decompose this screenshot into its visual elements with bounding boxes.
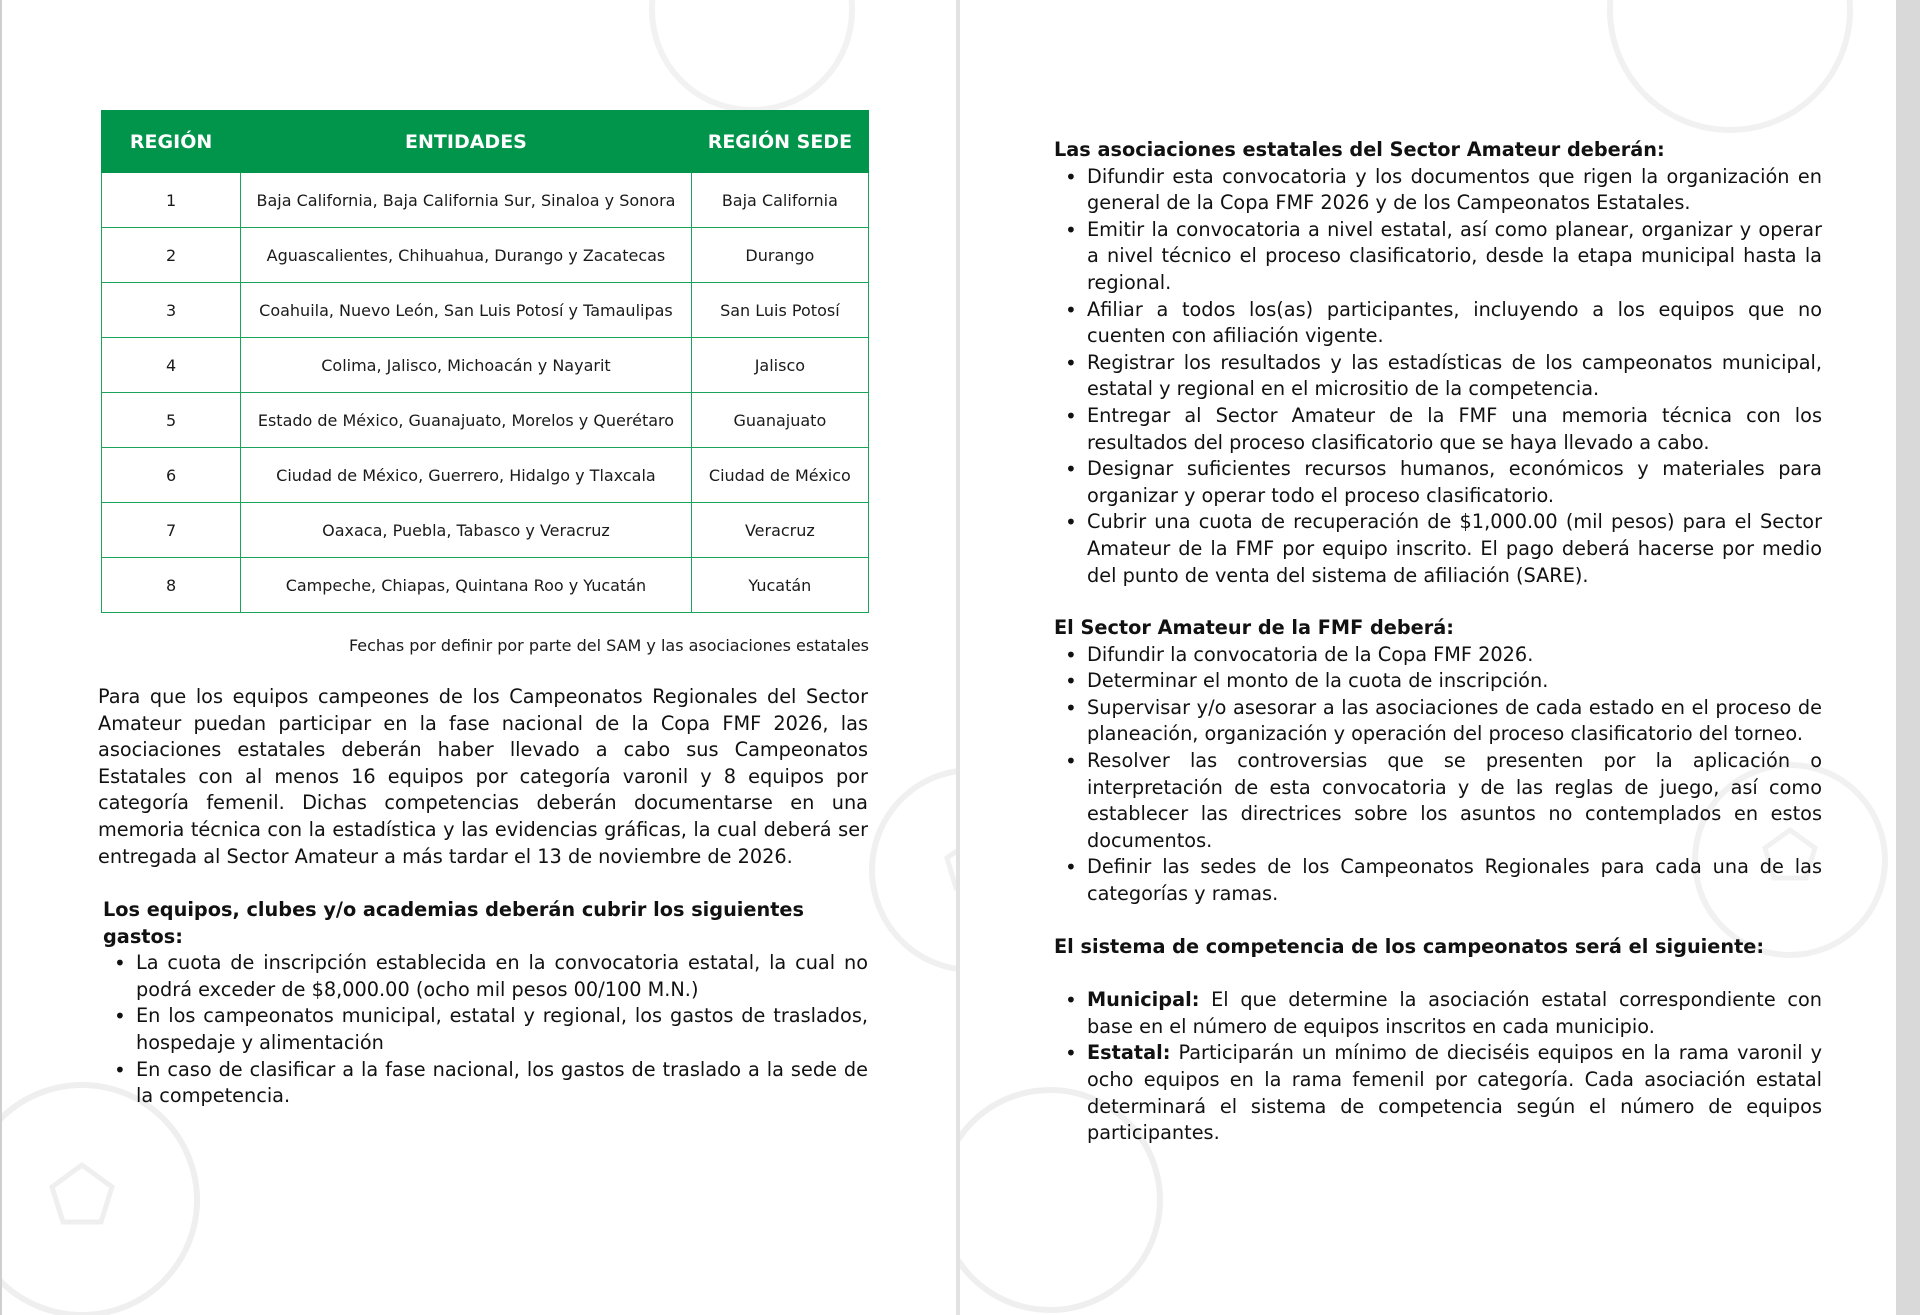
list-item: • Supervisar y/o asesorar a las asociaciones de cada estado en el proceso de planeación, organización y operación del proceso clasificatorio del torneo. xyxy=(1087,695,1822,748)
cell-host: San Luis Potosí xyxy=(691,283,868,338)
item-term: Municipal: xyxy=(1087,988,1200,1012)
cell-host: Guanajuato xyxy=(691,393,868,448)
table-row xyxy=(102,393,869,448)
spacer xyxy=(1054,961,1822,988)
cell-region: 3 xyxy=(102,283,241,338)
soccer-ball-watermark-icon xyxy=(1580,0,1880,140)
cell-host: Yucatán xyxy=(691,558,868,613)
list-item: • Definir las sedes de los Campeonatos Regionales para cada una de las categorías y ramas. xyxy=(1087,854,1822,907)
system-list xyxy=(1054,987,1822,1147)
system-section xyxy=(1054,934,1822,1147)
list-item: • Difundir esta convocatoria y los documentos que rigen la organización en general de la Copa FMF 2026 y de los Campeonatos Estatales. xyxy=(1087,164,1822,217)
item-text: El que determine la asociación estatal correspondiente con base en el número de equipos inscritos en cada municipio. xyxy=(1087,988,1822,1038)
table-row xyxy=(102,173,869,228)
list-item: • La cuota de inscripción establecida en la convocatoria estatal, la cual no podrá exceder de $8,000.00 (ocho mil pesos 00/100 M.N.) xyxy=(136,950,868,1003)
cell-host: Jalisco xyxy=(691,338,868,393)
column-header-host-region: REGIÓN SEDE xyxy=(691,111,868,173)
table-row xyxy=(102,503,869,558)
cell-host: Ciudad de México xyxy=(691,448,868,503)
column-header-entities: ENTIDADES xyxy=(241,111,692,173)
cell-region: 4 xyxy=(102,338,241,393)
right-page xyxy=(960,0,1896,1315)
list-item xyxy=(1087,987,1822,1040)
cell-region: 2 xyxy=(102,228,241,283)
cell-region: 6 xyxy=(102,448,241,503)
associations-section xyxy=(1054,137,1822,589)
fmf-section xyxy=(1054,615,1822,908)
soccer-ball-watermark-icon xyxy=(642,0,862,120)
costs-heading: Los equipos, clubes y/o academias deberán cubrir los siguientes gastos: xyxy=(103,898,804,948)
cell-entities: Campeche, Chiapas, Quintana Roo y Yucatán xyxy=(241,558,692,613)
left-page xyxy=(2,0,956,1315)
table-row xyxy=(102,338,869,393)
item-text: Participarán un mínimo de dieciséis equipos en la rama varonil y ocho equipos en la rama femenil por categoría. Cada asociación estatal determinará el sistema de competencia según el número de equipos participantes. xyxy=(1087,1041,1822,1145)
list-item: • Registrar los resultados y las estadísticas de los campeonatos municipal, estatal y regional en el micrositio de la competencia. xyxy=(1087,350,1822,403)
list-item: • Entregar al Sector Amateur de la FMF una memoria técnica con los resultados del proceso clasificatorio que se haya llevado a cabo. xyxy=(1087,403,1822,456)
table-row xyxy=(102,558,869,613)
cell-entities: Coahuila, Nuevo León, San Luis Potosí y Tamaulipas xyxy=(241,283,692,338)
table-header-row xyxy=(102,111,869,173)
list-item xyxy=(1087,1040,1822,1146)
table-row xyxy=(102,448,869,503)
cell-entities: Baja California, Baja California Sur, Sinaloa y Sonora xyxy=(241,173,692,228)
list-item: • En caso de clasificar a la fase nacional, los gastos de traslado a la sede de la competencia. xyxy=(136,1057,868,1110)
costs-list xyxy=(103,950,868,1110)
table-note: Fechas por definir por parte del SAM y las asociaciones estatales xyxy=(348,636,869,655)
list-item: • Difundir la convocatoria de la Copa FMF 2026. xyxy=(1087,642,1822,669)
list-item: • En los campeonatos municipal, estatal y regional, los gastos de traslados, hospedaje y alimentación xyxy=(136,1003,868,1056)
cell-entities: Oaxaca, Puebla, Tabasco y Veracruz xyxy=(241,503,692,558)
cell-region: 8 xyxy=(102,558,241,613)
cell-region: 1 xyxy=(102,173,241,228)
associations-list xyxy=(1054,164,1822,590)
fmf-list xyxy=(1054,642,1822,908)
table-row xyxy=(102,283,869,338)
fmf-heading: El Sector Amateur de la FMF deberá: xyxy=(1054,616,1454,639)
list-item: • Emitir la convocatoria a nivel estatal, así como planear, organizar y operar a nivel técnico el proceso clasificatorio, desde la etapa municipal hasta la regional. xyxy=(1087,217,1822,297)
cell-host: Durango xyxy=(691,228,868,283)
cell-region: 5 xyxy=(102,393,241,448)
table-row xyxy=(102,228,869,283)
cell-entities: Aguascalientes, Chihuahua, Durango y Zacatecas xyxy=(241,228,692,283)
list-item: • Afiliar a todos los(as) participantes, incluyendo a los equipos que no cuenten con afiliación vigente. xyxy=(1087,297,1822,350)
list-item: • Determinar el monto de la cuota de inscripción. xyxy=(1087,668,1822,695)
system-heading: El sistema de competencia de los campeonatos será el siguiente: xyxy=(1054,935,1765,958)
list-item: • Designar suficientes recursos humanos, económicos y materiales para organizar y operar todo el proceso clasificatorio. xyxy=(1087,456,1822,509)
page-edge-right xyxy=(1896,0,1920,1315)
associations-heading: Las asociaciones estatales del Sector Amateur deberán: xyxy=(1054,138,1665,161)
list-item: • Cubrir una cuota de recuperación de $1,000.00 (mil pesos) para el Sector Amateur de la FMF por equipo inscrito. El pago deberá hacerse por medio del punto de venta del sistema de afiliación (SARE). xyxy=(1087,509,1822,589)
cell-host: Baja California xyxy=(691,173,868,228)
region-table xyxy=(101,110,869,613)
costs-section xyxy=(103,897,868,1110)
cell-entities: Estado de México, Guanajuato, Morelos y Querétaro xyxy=(241,393,692,448)
cell-entities: Colima, Jalisco, Michoacán y Nayarit xyxy=(241,338,692,393)
item-term: Estatal: xyxy=(1087,1041,1171,1065)
list-item: • Resolver las controversias que se presenten por la aplicación o interpretación de esta convocatoria y de las reglas de juego, así como establecer las directrices sobre los asuntos no contemplados en estos documentos. xyxy=(1087,748,1822,854)
cell-region: 7 xyxy=(102,503,241,558)
cell-entities: Ciudad de México, Guerrero, Hidalgo y Tlaxcala xyxy=(241,448,692,503)
intro-paragraph: Para que los equipos campeones de los Campeonatos Regionales del Sector Amateur puedan participar en la fase nacional de la Copa FMF 2026, las asociaciones estatales deberán haber llevado a cabo sus Campeonatos Estatales con al menos 16 equipos por categoría varonil y 8 equipos por categoría femenil. Dichas competencias deberán documentarse en una memoria técnica con la estadística y las evidencias gráficas, la cual deberá ser entregada al Sector Amateur a más tardar el 13 de noviembre de 2026. xyxy=(98,685,868,868)
soccer-ball-watermark-icon xyxy=(862,760,956,980)
cell-host: Veracruz xyxy=(691,503,868,558)
column-header-region: REGIÓN xyxy=(102,111,241,173)
